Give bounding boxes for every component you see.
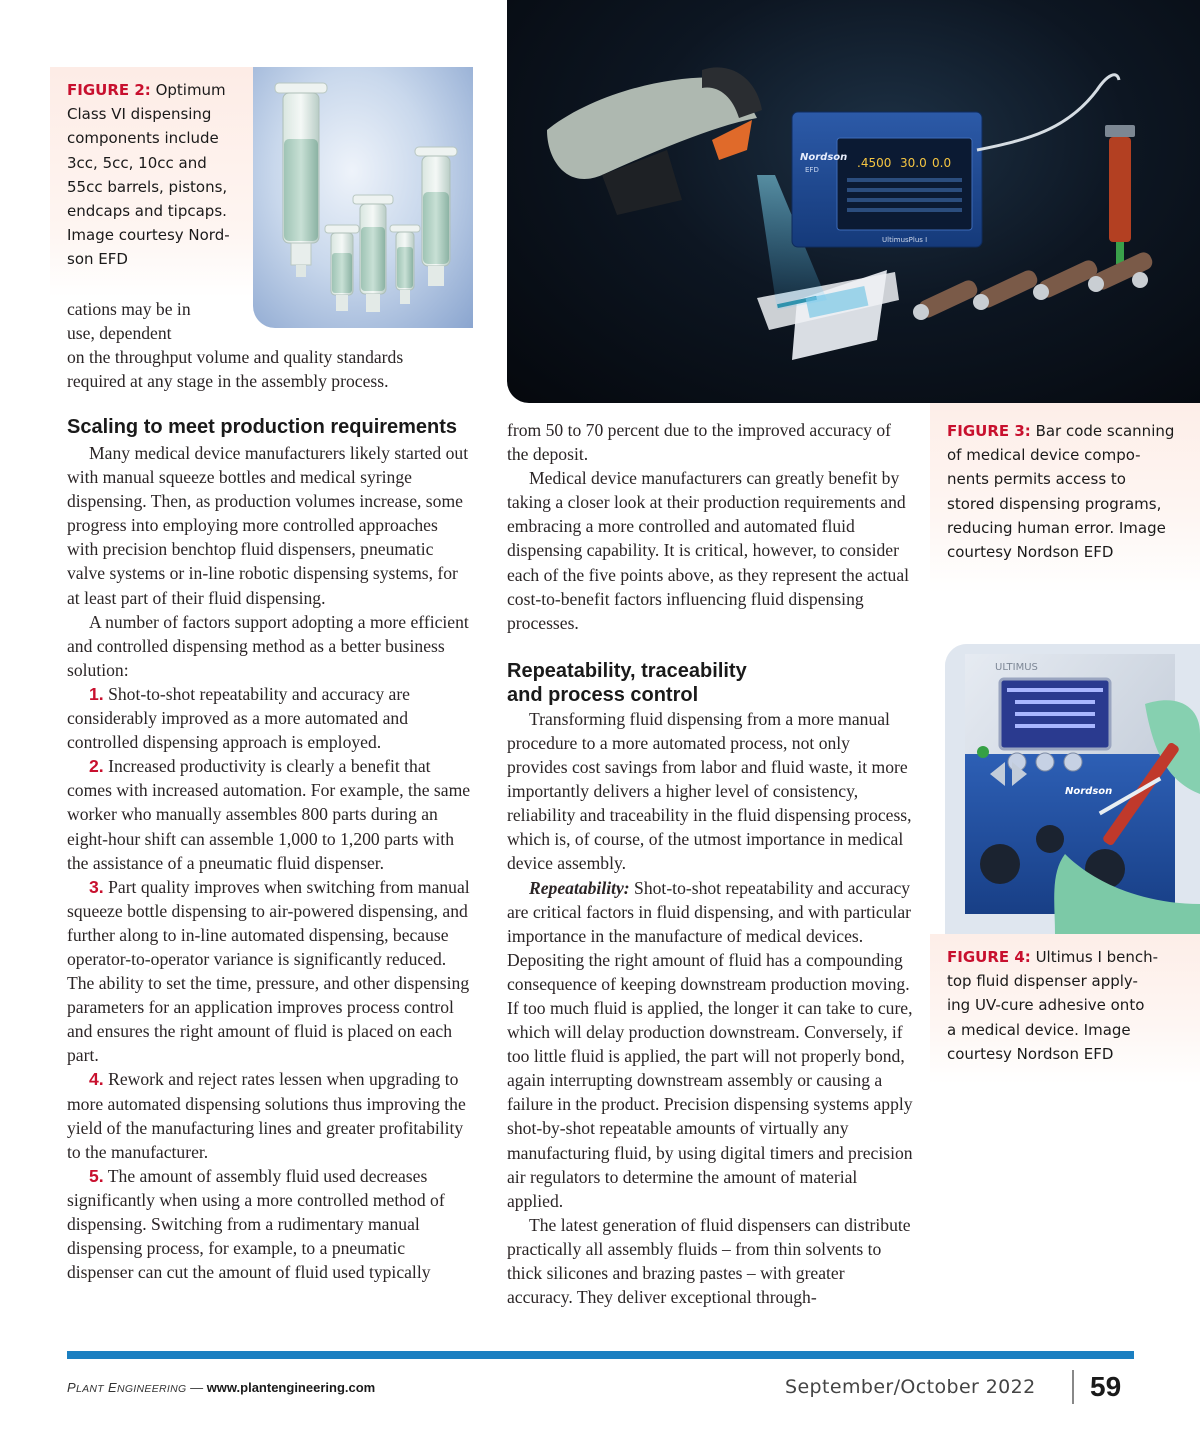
screen-value: 0.0 xyxy=(932,156,952,170)
caption-line: courtesy Nordson EFD xyxy=(947,543,1114,562)
figure-4-label: FIGURE 4: xyxy=(947,948,1031,966)
paragraph xyxy=(507,876,913,1213)
caption-line: Ultimus I bench- xyxy=(1035,948,1159,966)
caption-line: courtesy Nordson EFD xyxy=(947,1044,1114,1063)
paragraph: A number of factors support adopting a more efficient and controlled dispensing method as a better business solution: xyxy=(67,611,469,680)
caption-line: a medical device. Image xyxy=(947,1020,1131,1039)
section-heading xyxy=(507,659,913,707)
text-line: use, dependent xyxy=(67,323,172,344)
benchtop-dispenser-illustration xyxy=(945,644,1200,934)
run-in-head: Repeatability: xyxy=(529,877,630,898)
paragraph-text: Shot-to-shot repeatability and accuracy are critical factors in fluid dispensing, and with particular importance in the manufacture of medical devices. Depositing the right amount of fluid has a compounding consequence of keeping downstream production moving. If too much fluid is applied, the longer it can take to cure, which will delay production downstream. Conversely, if too little fluid is applied, the part will not properly bond, again interrupting downstream assembly or causing a failure in the product. Precision dispensing systems apply shot-by-shot repeatable amounts of virtually any manufacturing fluid, by using digital timers and precision air regulators to determine the amount of material applied. xyxy=(507,877,913,1211)
column-2 xyxy=(507,418,913,1309)
item-text: Part quality improves when switching from manual squeeze bottle dispensing to air-powered dispensing, and further along to in-line automated dispensing, because operator-to-operator variance is significantly reduced. The ability to set the time, pressure, and other dispensing parameters for an application improves process control and ensures the right amount of fluid is placed on each part. xyxy=(67,876,470,1066)
text-line: on the throughput volume and quality standards xyxy=(67,347,404,368)
screen-value: 30.0 xyxy=(900,156,927,170)
screen-value: .4500 xyxy=(857,156,892,170)
caption-line: Class VI dispensing xyxy=(67,105,212,124)
power-button xyxy=(977,746,989,758)
paragraph: The latest generation of fluid dispensers can distribute practically all assembly fluids – from thin solvents to thick silicones and brazing pastes – with greater accuracy. They deliver exceptional through- xyxy=(507,1214,911,1308)
caption-line: endcaps and tipcaps. xyxy=(67,202,227,221)
column-1 xyxy=(67,415,473,1284)
numbered-item xyxy=(67,875,473,1068)
heading-line: Repeatability, traceability xyxy=(507,659,747,682)
air-hose xyxy=(977,75,1119,150)
text-line: required at any stage in the assembly process. xyxy=(67,371,389,392)
paragraph: Many medical device manufacturers likely started out with manual squeeze bottles and medical syringe dispensing. Then, as production volumes increase, some progress into employing more controlled approaches with precision benchtop fluid dispensers, pneumatic valve systems or in-line robotic dispensing systems, for at least part of their fluid dispensing. xyxy=(67,443,469,608)
caption-line: ing UV-cure adhesive onto xyxy=(947,996,1145,1015)
numbered-item xyxy=(67,754,473,874)
figure-2-label: FIGURE 2: xyxy=(67,81,151,99)
model-label: ULTIMUS xyxy=(995,662,1038,673)
item-number: 5. xyxy=(89,1165,104,1186)
column-1-continuation xyxy=(67,297,467,393)
item-text: Shot-to-shot repeatability and accuracy are considerably improved as a more automated and controlled dispensing approach is employed. xyxy=(67,683,410,753)
figure-4-image xyxy=(945,644,1200,934)
paragraph: Transforming fluid dispensing from a more manual procedure to a more automated process, not only provides cost savings from labor and fluid waste, it more importantly delivers a higher level of consistency, reliability and traceability in the fluid dispensing process, which is, of course, of the utmost importance in medical device assembly. xyxy=(507,708,912,874)
numbered-item xyxy=(67,1164,473,1284)
barrel-10cc xyxy=(353,195,393,312)
knob xyxy=(980,844,1020,884)
figure-4-caption xyxy=(930,934,1200,1084)
caption-line: Bar code scanning xyxy=(1035,422,1175,440)
barrel-55cc xyxy=(275,83,327,277)
text-line: cations may be in xyxy=(67,299,191,319)
figure-3-image xyxy=(507,0,1200,403)
touch-screen xyxy=(837,138,972,230)
figure-3-caption xyxy=(930,403,1200,593)
issue-date: September/October 2022 xyxy=(785,1376,1036,1398)
magazine-name: PLANT ENGINEERING xyxy=(67,1380,187,1395)
footer-dash: — xyxy=(186,1380,207,1395)
figure-2-image xyxy=(253,67,473,328)
caption-line: son EFD xyxy=(67,250,128,269)
brand-logo: Nordson xyxy=(1065,786,1113,797)
model-label: UltimusPlus I xyxy=(882,236,928,244)
heading-line: and process control xyxy=(507,683,699,706)
numbered-item xyxy=(67,1067,473,1163)
paragraph: from 50 to 70 percent due to the improved accuracy of the deposit. xyxy=(507,420,891,465)
barrel-3cc xyxy=(390,225,420,304)
numbered-item xyxy=(67,682,473,754)
item-number: 3. xyxy=(89,876,104,897)
section-heading: Scaling to meet production requirements xyxy=(67,416,458,438)
caption-line: nents permits access to xyxy=(947,470,1126,489)
syringe-barrel xyxy=(1109,137,1131,242)
caption-line: Image courtesy Nord- xyxy=(67,226,230,245)
caption-line: components include xyxy=(67,129,219,148)
item-number: 2. xyxy=(89,756,104,777)
website-url[interactable]: www.plantengineering.com xyxy=(206,1380,376,1395)
item-text: Increased productivity is clearly a benefit that comes with increased automation. For example, the same worker who manually assembles 800 parts during an eight-hour shift can assemble 1,000 to 1,200 parts with the assistance of a pneumatic fluid dispenser. xyxy=(67,756,471,873)
item-text: The amount of assembly fluid used decreases significantly when using a more controlled method of dispensing. Switching from a rudimentary manual dispensing process, for example, to a pneumatic dispenser can cut the amount of fluid used typically xyxy=(67,1165,445,1283)
caption-line: of medical device compo- xyxy=(947,446,1141,465)
caption-line: 55cc barrels, pistons, xyxy=(67,177,228,196)
figure-2-caption xyxy=(50,67,255,297)
brand-logo-sub: EFD xyxy=(805,166,819,174)
item-number: 4. xyxy=(89,1069,104,1090)
caption-line: stored dispensing programs, xyxy=(947,494,1162,513)
caption-line: 3cc, 5cc, 10cc and xyxy=(67,153,207,172)
item-number: 1. xyxy=(89,683,104,704)
footer-divider xyxy=(1072,1370,1074,1404)
caption-line: Optimum xyxy=(155,81,226,99)
brand-logo: Nordson xyxy=(800,152,848,163)
item-text: Rework and reject rates lessen when upgrading to more automated dispensing solutions thus improving the yield of the manufacturing lines and greater profitability to the manufacturer. xyxy=(67,1069,466,1162)
caption-line: reducing human error. Image xyxy=(947,518,1166,537)
paragraph: Medical device manufacturers can greatly benefit by taking a closer look at their production requirements and embracing a more controlled and automated fluid dispensing capability. It is critical, however, to consider each of the five points above, as they represent the actual cost-to-benefit factors influencing fluid dispensing processes. xyxy=(507,468,910,633)
barrel-30cc xyxy=(415,147,457,286)
caption-line: top fluid dispenser apply- xyxy=(947,972,1138,991)
barcode-scanner-dispenser-illustration xyxy=(507,0,1200,403)
figure-3-label: FIGURE 3: xyxy=(947,422,1031,440)
footer-rule xyxy=(67,1351,1134,1359)
page-number: 59 xyxy=(1090,1371,1122,1402)
syringe-barrels-illustration xyxy=(253,67,473,328)
footer-publication xyxy=(67,1380,375,1395)
